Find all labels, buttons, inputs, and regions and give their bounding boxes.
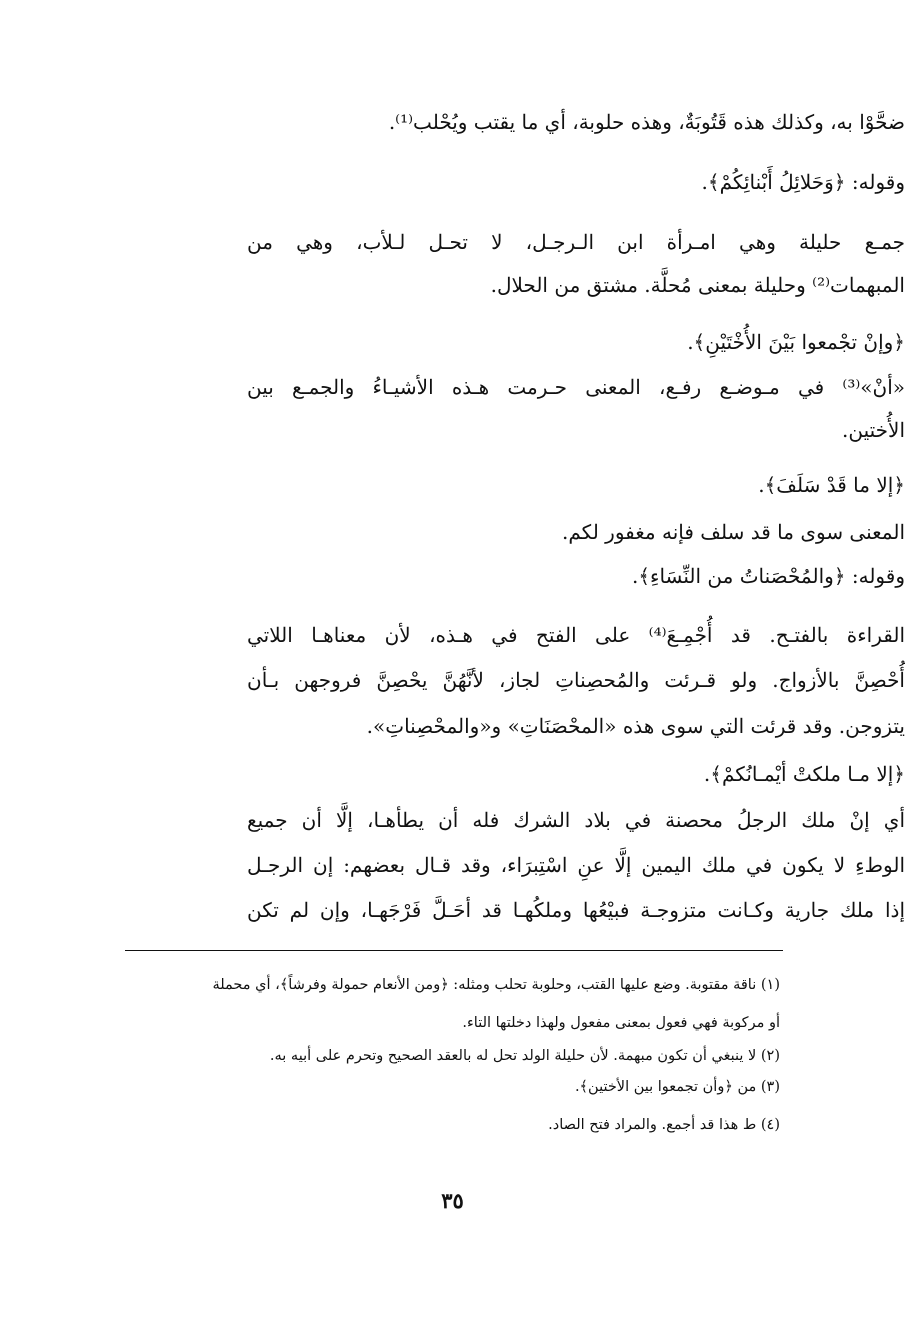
body-line-6: «أنْ»⁽³⁾ في مـوضـع رفـع، المعنى حـرمت هـذه الأشيـاءُ والجمـع بين [247,375,905,399]
body-line-2: وقوله: ﴿وَحَلائِلُ أَبْنائِكُمْ﴾. [701,170,905,194]
body-line-3: جمـع حليلة وهي امـرأة ابن الـرجـل، لا تحـل لـلأب، وهي من [247,230,905,254]
body-line-4: المبهمات⁽²⁾ وحليلة بمعنى مُحلَّة. مشتق من الحلال. [490,273,905,297]
body-line-13: يتزوجن. وقد قرئت التي سوى هذه «المحْصَنَاتِ» و«والمحْصِناتِ». [366,714,905,738]
body-line-16: الوطءِ لا يكون في ملك اليمين إلَّا عنِ اسْتِبرَاء، وقد قـال بعضهم: إن الرجـل [247,853,905,877]
footnote-1-line-2: أو مركوبة فهي فعول بمعنى مفعول ولهذا دخلتها التاء. [462,1015,780,1031]
body-line-14: ﴿إلا مـا ملكتْ أيْمـانُكمْ﴾. [703,762,905,786]
body-line-12: أُحْصِنَّ بالأزواج. ولو قـرئت والمُحصِناتِ لجاز، لأنَّهُنَّ يحْصِنَّ فروجهن بـأن [247,668,905,692]
page-number: ٣٥ [441,1188,464,1213]
body-line-10: وقوله: ﴿والمُحْصَناتُ من النِّسَاءِ﴾. [631,564,905,588]
body-line-8: ﴿إلا ما قَدْ سَلَفَ﴾. [758,473,905,497]
body-line-5: ﴿وإنْ تجْمعوا بَيْنَ الأُخْتَيْنِ﴾. [687,330,905,354]
body-line-7: الأُختين. [842,418,905,442]
body-line-15: أي إنْ ملك الرجلُ محصنة في بلاد الشرك فله أن يطأهـا، إلَّا أن جميع [247,808,905,832]
footnote-separator [125,950,783,951]
footnote-4: (٤) ط هذا قد أجمع. والمراد فتح الصاد. [548,1117,780,1133]
body-line-9: المعنى سوى ما قد سلف فإنه مغفور لكم. [562,520,905,544]
body-line-1: ضحَّوْا به، وكذلك هذه قَتُوبَةٌ، وهذه حلوبة، أي ما يقتب ويُحْلب⁽¹⁾. [388,110,905,134]
footnote-1-line-1: (١) ناقة مقتوبة. وضع عليها القتب، وحلوبة تحلب ومثله: ﴿ومن الأنعام حمولة وفرشاً﴾، أي محملة [212,977,780,993]
body-line-11: القراءة بالفتـح. قد أُجْمِـعَ⁽⁴⁾ على الفتح في هـذه، لأن معناهـا اللاتي [247,623,905,647]
body-line-17: إذا ملك جارية وكـانت متزوجـة فبيْعُها وملكُهـا قد أحَـلَّ فَرْجَهـا، وإن لم تكن [247,898,905,922]
footnote-2: (٢) لا ينبغي أن تكون مبهمة. لأن حليلة الولد تحل له بالعقد الصحيح وتحرم على أبيه به. [269,1048,780,1064]
footnote-3: (٣) من ﴿وأن تجمعوا بين الأختين﴾. [574,1079,780,1095]
